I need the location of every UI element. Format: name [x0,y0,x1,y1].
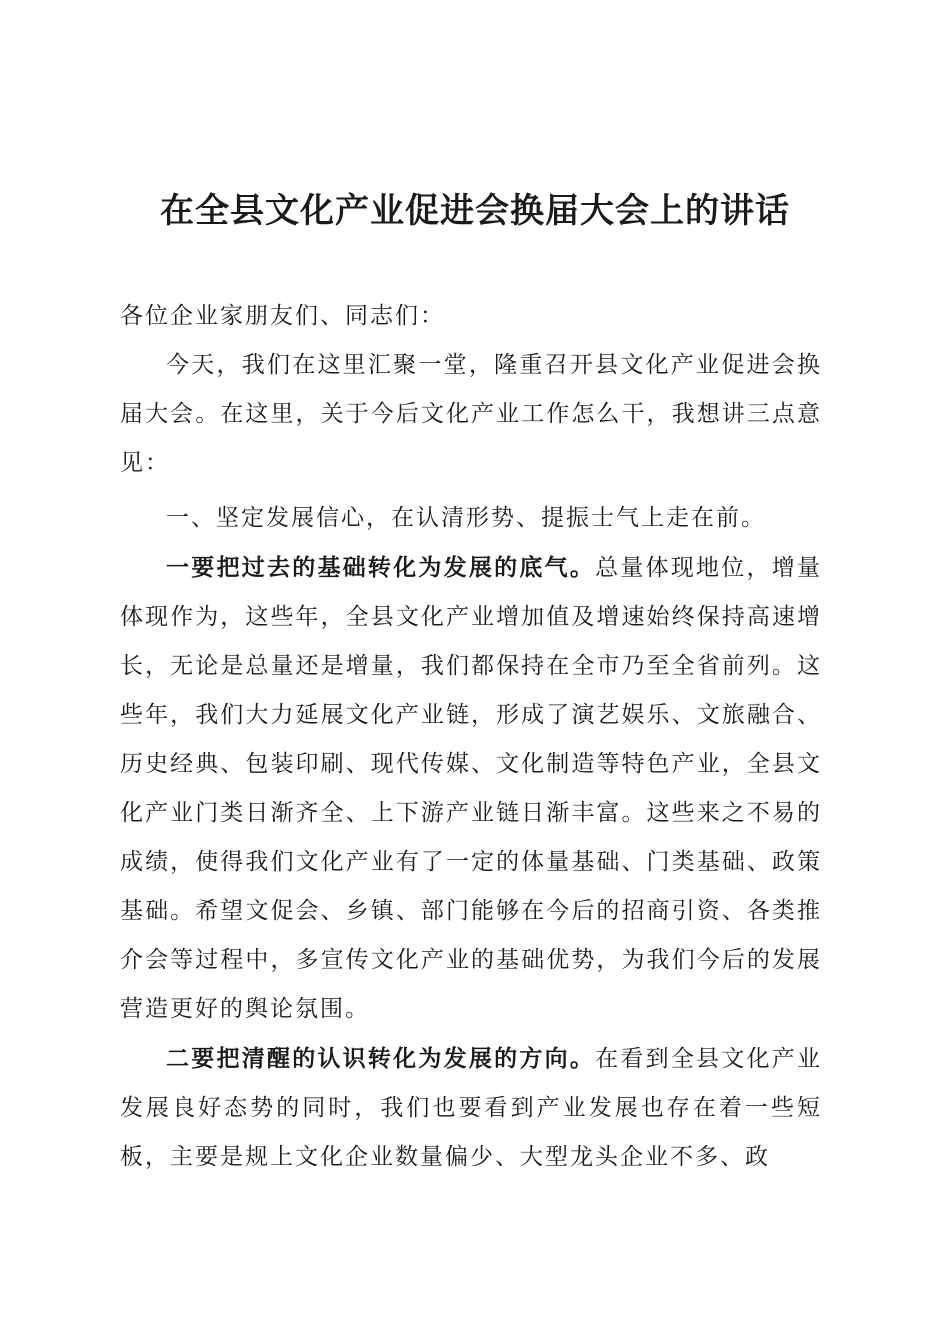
paragraph-lead-1: 一要把过去的基础转化为发展的底气。 [166,554,596,581]
document-title: 在全县文化产业促进会换届大会上的讲话 [160,191,790,231]
section-heading-1: 一、坚定发展信心，在认清形势、提振士气上走在前。 [166,505,766,531]
paragraph-text-2: 在看到全县文化产业发展良好态势的同时，我们也要看到产业发展也存在着一些短板，主要是规上文化企业数量偏少、大型龙头企业不多、政 [120,1046,823,1170]
intro-paragraph: 今天，我们在这里汇聚一堂，隆重召开县文化产业促进会换届大会。在这里，关于今后文化产业工作怎么干，我想讲三点意见： [120,352,822,476]
body-paragraph-1 [120,543,822,1034]
salutation: 各位企业家朋友们、同志们： [120,303,445,329]
document-body [120,292,822,1182]
body-paragraph-2 [120,1034,822,1182]
paragraph-lead-2: 二要把清醒的认识转化为发展的方向。 [166,1045,596,1072]
paragraph-text-1: 总量体现地位，增量体现作为，这些年，全县文化产业增加值及增速始终保持高速增长，无论是总量还是增量，我们都保持在全市乃至全省前列。这些年，我们大力延展文化产业链，形成了演艺娱乐、文旅融合、历史经典、包装印刷、现代传媒、文化制造等特色产业，全县文化产业门类日渐齐全、上下游产业链日渐丰富。这些来之不易的成绩，使得我们文化产业有了一定的体量基础、门类基础、政策基础。希望文促会、乡镇、部门能够在今后的招商引资、各类推介会等过程中，多宣传文化产业的基础优势，为我们今后的发展营造更好的舆论氛围。 [120,555,823,1022]
